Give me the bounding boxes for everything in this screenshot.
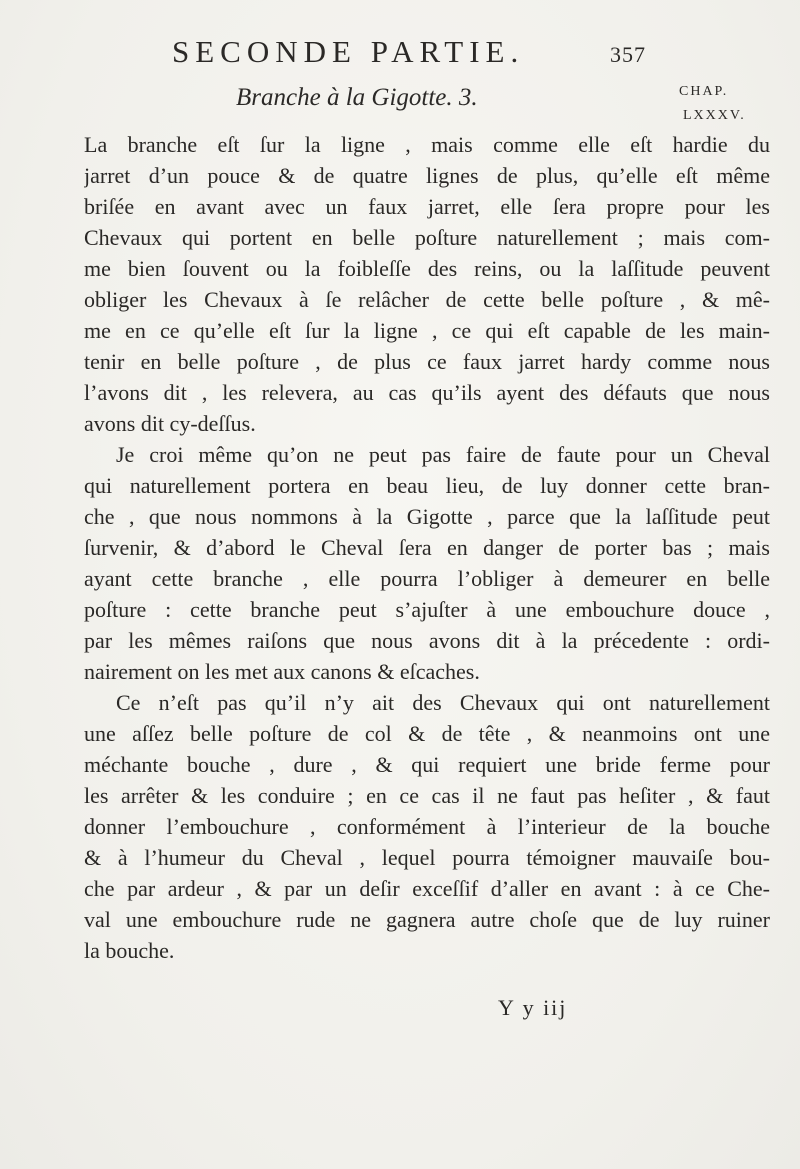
text-line: donner l’embouchure , conformément à l’interieur de la bouche (84, 814, 770, 839)
text-line: qui naturellement portera en beau lieu, de luy donner cette bran- (84, 473, 770, 498)
text-line: méchante bouche , dure , & qui requiert une bride ferme pour (84, 752, 770, 777)
paragraph (84, 687, 770, 966)
text-line: Je croi même qu’on ne peut pas faire de faute pour un Cheval (116, 442, 770, 467)
running-head: SECONDE PARTIE. (172, 34, 525, 69)
body-text (84, 129, 770, 966)
text-line: & à l’humeur du Cheval , lequel pourra témoigner mauvaiſe bou- (84, 845, 770, 870)
text-line: che , que nous nommons à la Gigotte , parce que la laſſitude peut (84, 504, 770, 529)
text-line: briſée en avant avec un faux jarret, elle ſera propre pour les (84, 194, 770, 219)
text-line: me bien ſouvent ou la foibleſſe des reins, ou la laſſitude peuvent (84, 256, 770, 281)
text-line: jarret d’un pouce & de quatre lignes de plus, qu’elle eſt même (84, 163, 770, 188)
text-line: avons dit cy-deſſus. (84, 411, 256, 436)
text-line: poſture : cette branche peut s’ajuſter à une embouchure douce , (84, 597, 770, 622)
text-line: la bouche. (84, 938, 175, 963)
text-line: ayant cette branche , elle pourra l’obliger à demeurer en belle (84, 566, 770, 591)
text-line: La branche eſt ſur la ligne , mais comme elle eſt hardie du (84, 132, 770, 157)
text-line: nairement on les met aux canons & eſcaches. (84, 659, 480, 684)
text-line: Ce n’eſt pas qu’il n’y ait des Chevaux qui ont naturellement (116, 690, 770, 715)
chapter-marker (679, 80, 779, 128)
text-line: l’avons dit , les relevera, au cas qu’ils ayent des défauts que nous (84, 380, 770, 405)
text-line: val une embouchure rude ne gagnera autre choſe que de luy ruiner (84, 907, 770, 932)
text-line: une aſſez belle poſture de col & de tête , & neanmoins ont une (84, 721, 770, 746)
text-line: che par ardeur , & par un deſir exceſſif d’aller en avant : à ce Che- (84, 876, 770, 901)
text-line: obliger les Chevaux à ſe relâcher de cette belle poſture , & mê- (84, 287, 770, 312)
text-line: par les mêmes raiſons que nous avons dit à la précedente : ordi- (84, 628, 770, 653)
signature-mark: Y y iij (498, 995, 568, 1020)
chapter-label: CHAP. (679, 84, 729, 99)
chapter-number: LXXXV. (683, 108, 746, 123)
paragraph (84, 129, 770, 439)
text-line: tenir en belle poſture , de plus ce faux jarret hardy comme nous (84, 349, 770, 374)
text-line: ſurvenir, & d’abord le Cheval ſera en danger de porter bas ; mais (84, 535, 770, 560)
section-subtitle: Branche à la Gigotte. 3. (236, 84, 478, 111)
text-line: Chevaux qui portent en belle poſture naturellement ; mais com- (84, 225, 770, 250)
text-line: les arrêter & les conduire ; en ce cas il ne faut pas heſiter , & faut (84, 783, 770, 808)
page-number: 357 (610, 42, 646, 67)
text-line: me en ce qu’elle eſt ſur la ligne , ce qui eſt capable de les main- (84, 318, 770, 343)
paragraph (84, 439, 770, 687)
